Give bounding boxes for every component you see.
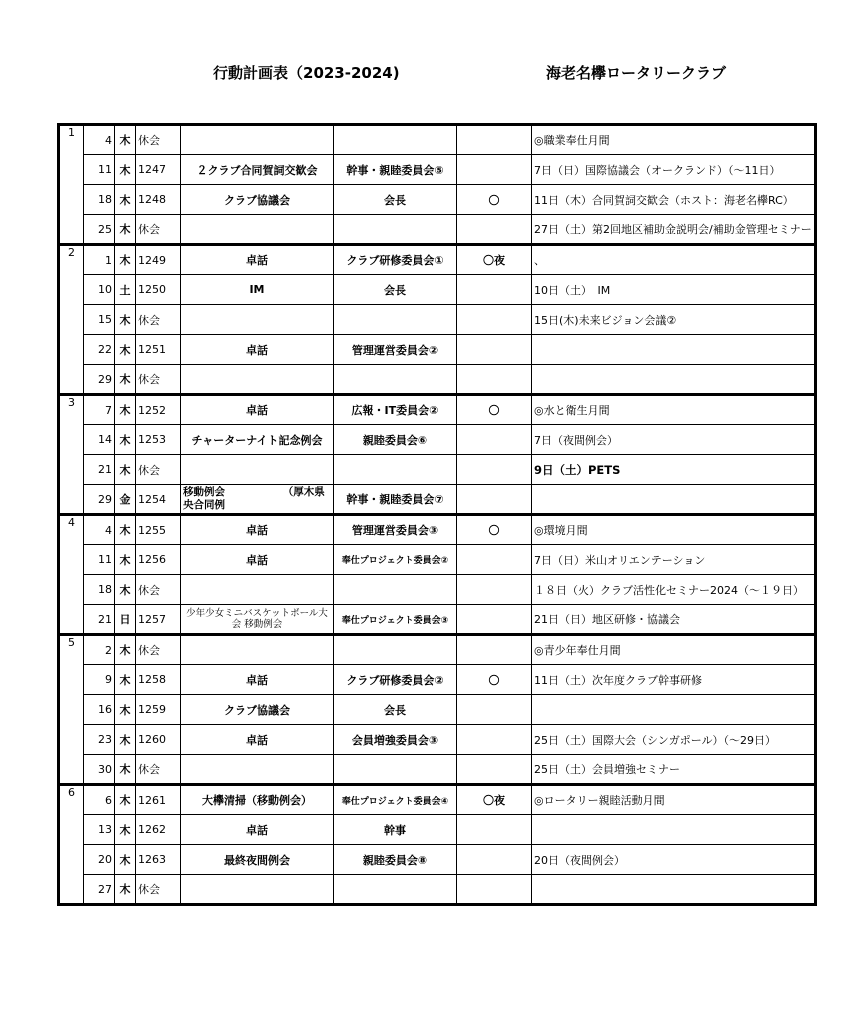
committee-cell bbox=[334, 875, 457, 905]
table-row bbox=[59, 755, 816, 785]
note-cell: １８日（火）クラブ活性化セミナー2024（～１９日） bbox=[532, 575, 816, 605]
note-cell: ◎職業奉仕月間 bbox=[532, 125, 816, 155]
note-cell: 、 bbox=[532, 245, 816, 275]
committee-cell: 幹事・親睦委員会⑤ bbox=[334, 155, 457, 185]
weekday-cell: 木 bbox=[115, 755, 136, 785]
program-cell: 大欅清掃（移動例会） bbox=[181, 785, 334, 815]
month-cell: 2 bbox=[59, 245, 84, 395]
note-cell: 25日（土）国際大会（シンガポール）（～29日） bbox=[532, 725, 816, 755]
mark-cell bbox=[457, 305, 532, 335]
day-cell: 4 bbox=[84, 125, 115, 155]
mark-cell: 〇夜 bbox=[457, 245, 532, 275]
note-cell bbox=[532, 365, 816, 395]
committee-cell bbox=[334, 635, 457, 665]
meeting-number-cell: 休会 bbox=[136, 305, 181, 335]
note-cell: 7日（日）国際協議会（オークランド）（～11日） bbox=[532, 155, 816, 185]
meeting-number-cell: 1258 bbox=[136, 665, 181, 695]
meeting-number-cell: 1261 bbox=[136, 785, 181, 815]
note-cell bbox=[532, 695, 816, 725]
meeting-number-cell: 休会 bbox=[136, 455, 181, 485]
mark-cell bbox=[457, 575, 532, 605]
day-cell: 16 bbox=[84, 695, 115, 725]
note-cell: 15日(木)未来ビジョン会議② bbox=[532, 305, 816, 335]
day-cell: 20 bbox=[84, 845, 115, 875]
day-cell: 11 bbox=[84, 155, 115, 185]
day-cell: 25 bbox=[84, 215, 115, 245]
meeting-number-cell: 1252 bbox=[136, 395, 181, 425]
table-row bbox=[59, 455, 816, 485]
table-row bbox=[59, 395, 816, 425]
committee-cell: クラブ研修委員会① bbox=[334, 245, 457, 275]
program-cell: IM bbox=[181, 275, 334, 305]
program-cell: 卓話 bbox=[181, 335, 334, 365]
table-row bbox=[59, 785, 816, 815]
weekday-cell: 木 bbox=[115, 695, 136, 725]
table-row bbox=[59, 875, 816, 905]
club-name: 海老名欅ロータリークラブ bbox=[546, 64, 727, 82]
program-cell: 卓話 bbox=[181, 395, 334, 425]
mark-cell bbox=[457, 425, 532, 455]
weekday-cell: 木 bbox=[115, 185, 136, 215]
day-cell: 21 bbox=[84, 455, 115, 485]
program-cell bbox=[181, 125, 334, 155]
table-row bbox=[59, 155, 816, 185]
program-cell bbox=[181, 305, 334, 335]
table-row bbox=[59, 725, 816, 755]
meeting-number-cell: 1251 bbox=[136, 335, 181, 365]
note-cell: 27日（土）第2回地区補助金説明会/補助金管理セミナー bbox=[532, 215, 816, 245]
day-cell: 18 bbox=[84, 575, 115, 605]
weekday-cell: 木 bbox=[115, 125, 136, 155]
committee-cell bbox=[334, 755, 457, 785]
weekday-cell: 木 bbox=[115, 665, 136, 695]
day-cell: 30 bbox=[84, 755, 115, 785]
weekday-cell: 木 bbox=[115, 215, 136, 245]
page-title: 行動計画表（2023-2024) bbox=[213, 64, 400, 82]
day-cell: 13 bbox=[84, 815, 115, 845]
note-cell: ◎環境月間 bbox=[532, 515, 816, 545]
program-cell: 卓話 bbox=[181, 545, 334, 575]
weekday-cell: 木 bbox=[115, 545, 136, 575]
mark-cell bbox=[457, 635, 532, 665]
note-cell bbox=[532, 815, 816, 845]
table-row bbox=[59, 635, 816, 665]
weekday-cell: 木 bbox=[115, 335, 136, 365]
weekday-cell: 木 bbox=[115, 155, 136, 185]
day-cell: 6 bbox=[84, 785, 115, 815]
committee-cell: 幹事・親睦委員会⑦ bbox=[334, 485, 457, 515]
note-cell: 11日（木）合同賀詞交歓会（ホスト：海老名欅RC） bbox=[532, 185, 816, 215]
day-cell: 10 bbox=[84, 275, 115, 305]
day-cell: 29 bbox=[84, 365, 115, 395]
weekday-cell: 木 bbox=[115, 455, 136, 485]
program-cell: 最終夜間例会 bbox=[181, 845, 334, 875]
mark-cell bbox=[457, 215, 532, 245]
mark-cell: 〇 bbox=[457, 185, 532, 215]
mark-cell bbox=[457, 815, 532, 845]
weekday-cell: 土 bbox=[115, 275, 136, 305]
weekday-cell: 木 bbox=[115, 515, 136, 545]
month-cell: 3 bbox=[59, 395, 84, 515]
meeting-number-cell: 1263 bbox=[136, 845, 181, 875]
weekday-cell: 金 bbox=[115, 485, 136, 515]
meeting-number-cell: 休会 bbox=[136, 755, 181, 785]
table-row bbox=[59, 305, 816, 335]
action-plan-table bbox=[57, 123, 817, 906]
program-cell bbox=[181, 875, 334, 905]
table-row bbox=[59, 545, 816, 575]
day-cell: 21 bbox=[84, 605, 115, 635]
day-cell: 27 bbox=[84, 875, 115, 905]
mark-cell bbox=[457, 125, 532, 155]
weekday-cell: 木 bbox=[115, 815, 136, 845]
mark-cell bbox=[457, 455, 532, 485]
note-cell: 21日（日）地区研修・協議会 bbox=[532, 605, 816, 635]
note-cell: 20日（夜間例会） bbox=[532, 845, 816, 875]
program-cell bbox=[181, 455, 334, 485]
program-cell: クラブ協議会 bbox=[181, 695, 334, 725]
mark-cell bbox=[457, 695, 532, 725]
program-cell bbox=[181, 575, 334, 605]
table-row bbox=[59, 665, 816, 695]
program-cell bbox=[181, 215, 334, 245]
program-cell: クラブ協議会 bbox=[181, 185, 334, 215]
day-cell: 15 bbox=[84, 305, 115, 335]
table-row bbox=[59, 515, 816, 545]
day-cell: 29 bbox=[84, 485, 115, 515]
note-cell: ◎ロータリー親睦活動月間 bbox=[532, 785, 816, 815]
table-row bbox=[59, 485, 816, 515]
committee-cell: 管理運営委員会② bbox=[334, 335, 457, 365]
mark-cell bbox=[457, 155, 532, 185]
mark-cell: 〇 bbox=[457, 665, 532, 695]
meeting-number-cell: 休会 bbox=[136, 215, 181, 245]
mark-cell bbox=[457, 845, 532, 875]
committee-cell: 親睦委員会⑥ bbox=[334, 425, 457, 455]
mark-cell: 〇夜 bbox=[457, 785, 532, 815]
table-row bbox=[59, 335, 816, 365]
meeting-number-cell: 休会 bbox=[136, 875, 181, 905]
meeting-number-cell: 1248 bbox=[136, 185, 181, 215]
day-cell: 1 bbox=[84, 245, 115, 275]
table-row bbox=[59, 425, 816, 455]
note-cell: 9日（土）PETS bbox=[532, 455, 816, 485]
committee-cell bbox=[334, 125, 457, 155]
month-cell: 5 bbox=[59, 635, 84, 785]
month-cell: 4 bbox=[59, 515, 84, 635]
weekday-cell: 木 bbox=[115, 245, 136, 275]
note-cell: ◎水と衛生月間 bbox=[532, 395, 816, 425]
weekday-cell: 木 bbox=[115, 725, 136, 755]
committee-cell bbox=[334, 305, 457, 335]
day-cell: 2 bbox=[84, 635, 115, 665]
weekday-cell: 木 bbox=[115, 365, 136, 395]
program-cell bbox=[181, 755, 334, 785]
day-cell: 7 bbox=[84, 395, 115, 425]
mark-cell bbox=[457, 755, 532, 785]
note-cell bbox=[532, 875, 816, 905]
meeting-number-cell: 1262 bbox=[136, 815, 181, 845]
mark-cell bbox=[457, 545, 532, 575]
meeting-number-cell: 1260 bbox=[136, 725, 181, 755]
weekday-cell: 木 bbox=[115, 845, 136, 875]
note-cell: 25日（土）会員増強セミナー bbox=[532, 755, 816, 785]
meeting-number-cell: 休会 bbox=[136, 125, 181, 155]
committee-cell bbox=[334, 365, 457, 395]
committee-cell: 奉仕プロジェクト委員会③ bbox=[334, 605, 457, 635]
weekday-cell: 日 bbox=[115, 605, 136, 635]
program-cell: チャーターナイト記念例会 bbox=[181, 425, 334, 455]
program-cell bbox=[181, 365, 334, 395]
weekday-cell: 木 bbox=[115, 875, 136, 905]
day-cell: 18 bbox=[84, 185, 115, 215]
committee-cell: 奉仕プロジェクト委員会④ bbox=[334, 785, 457, 815]
committee-cell: 会長 bbox=[334, 185, 457, 215]
meeting-number-cell: 1257 bbox=[136, 605, 181, 635]
weekday-cell: 木 bbox=[115, 305, 136, 335]
day-cell: 4 bbox=[84, 515, 115, 545]
day-cell: 11 bbox=[84, 545, 115, 575]
table-row bbox=[59, 605, 816, 635]
committee-cell: クラブ研修委員会② bbox=[334, 665, 457, 695]
weekday-cell: 木 bbox=[115, 635, 136, 665]
table-row bbox=[59, 125, 816, 155]
program-cell bbox=[181, 635, 334, 665]
program-cell: ２クラブ合同賀詞交歓会 bbox=[181, 155, 334, 185]
mark-cell bbox=[457, 365, 532, 395]
note-cell: 7日（夜間例会） bbox=[532, 425, 816, 455]
program-cell: 卓話 bbox=[181, 725, 334, 755]
mark-cell: 〇 bbox=[457, 515, 532, 545]
note-cell bbox=[532, 335, 816, 365]
meeting-number-cell: 1253 bbox=[136, 425, 181, 455]
table-row bbox=[59, 695, 816, 725]
meeting-number-cell: 1249 bbox=[136, 245, 181, 275]
committee-cell: 会長 bbox=[334, 695, 457, 725]
day-cell: 23 bbox=[84, 725, 115, 755]
weekday-cell: 木 bbox=[115, 575, 136, 605]
committee-cell: 奉仕プロジェクト委員会② bbox=[334, 545, 457, 575]
day-cell: 9 bbox=[84, 665, 115, 695]
note-cell: 11日（土）次年度クラブ幹事研修 bbox=[532, 665, 816, 695]
note-cell: ◎青少年奉仕月間 bbox=[532, 635, 816, 665]
committee-cell: 幹事 bbox=[334, 815, 457, 845]
meeting-number-cell: 1250 bbox=[136, 275, 181, 305]
committee-cell: 親睦委員会⑧ bbox=[334, 845, 457, 875]
table-row bbox=[59, 365, 816, 395]
table-row bbox=[59, 185, 816, 215]
program-cell: 卓話 bbox=[181, 815, 334, 845]
meeting-number-cell: 休会 bbox=[136, 635, 181, 665]
mark-cell: 〇 bbox=[457, 395, 532, 425]
committee-cell: 会長 bbox=[334, 275, 457, 305]
meeting-number-cell: 休会 bbox=[136, 575, 181, 605]
table-row bbox=[59, 815, 816, 845]
mark-cell bbox=[457, 485, 532, 515]
note-cell: 7日（日）米山オリエンテーション bbox=[532, 545, 816, 575]
weekday-cell: 木 bbox=[115, 425, 136, 455]
program-cell: 少年少女ミニバスケットボール大会 移動例会 bbox=[181, 605, 334, 635]
mark-cell bbox=[457, 335, 532, 365]
meeting-number-cell: 休会 bbox=[136, 365, 181, 395]
weekday-cell: 木 bbox=[115, 785, 136, 815]
table-row bbox=[59, 245, 816, 275]
meeting-number-cell: 1256 bbox=[136, 545, 181, 575]
committee-cell: 会員増強委員会③ bbox=[334, 725, 457, 755]
month-cell: 6 bbox=[59, 785, 84, 905]
committee-cell bbox=[334, 575, 457, 605]
committee-cell bbox=[334, 215, 457, 245]
meeting-number-cell: 1254 bbox=[136, 485, 181, 515]
program-cell: 移動例会 （厚木県央合同例 bbox=[181, 485, 334, 515]
program-cell: 卓話 bbox=[181, 665, 334, 695]
mark-cell bbox=[457, 875, 532, 905]
mark-cell bbox=[457, 275, 532, 305]
program-cell: 卓話 bbox=[181, 515, 334, 545]
weekday-cell: 木 bbox=[115, 395, 136, 425]
note-cell: 10日（土） IM bbox=[532, 275, 816, 305]
table-row bbox=[59, 215, 816, 245]
day-cell: 14 bbox=[84, 425, 115, 455]
meeting-number-cell: 1255 bbox=[136, 515, 181, 545]
month-cell: 1 bbox=[59, 125, 84, 245]
program-cell: 卓話 bbox=[181, 245, 334, 275]
note-cell bbox=[532, 485, 816, 515]
table-row bbox=[59, 575, 816, 605]
mark-cell bbox=[457, 725, 532, 755]
table-row bbox=[59, 845, 816, 875]
meeting-number-cell: 1247 bbox=[136, 155, 181, 185]
committee-cell bbox=[334, 455, 457, 485]
day-cell: 22 bbox=[84, 335, 115, 365]
committee-cell: 広報・IT委員会② bbox=[334, 395, 457, 425]
mark-cell bbox=[457, 605, 532, 635]
meeting-number-cell: 1259 bbox=[136, 695, 181, 725]
table-row bbox=[59, 275, 816, 305]
committee-cell: 管理運営委員会③ bbox=[334, 515, 457, 545]
